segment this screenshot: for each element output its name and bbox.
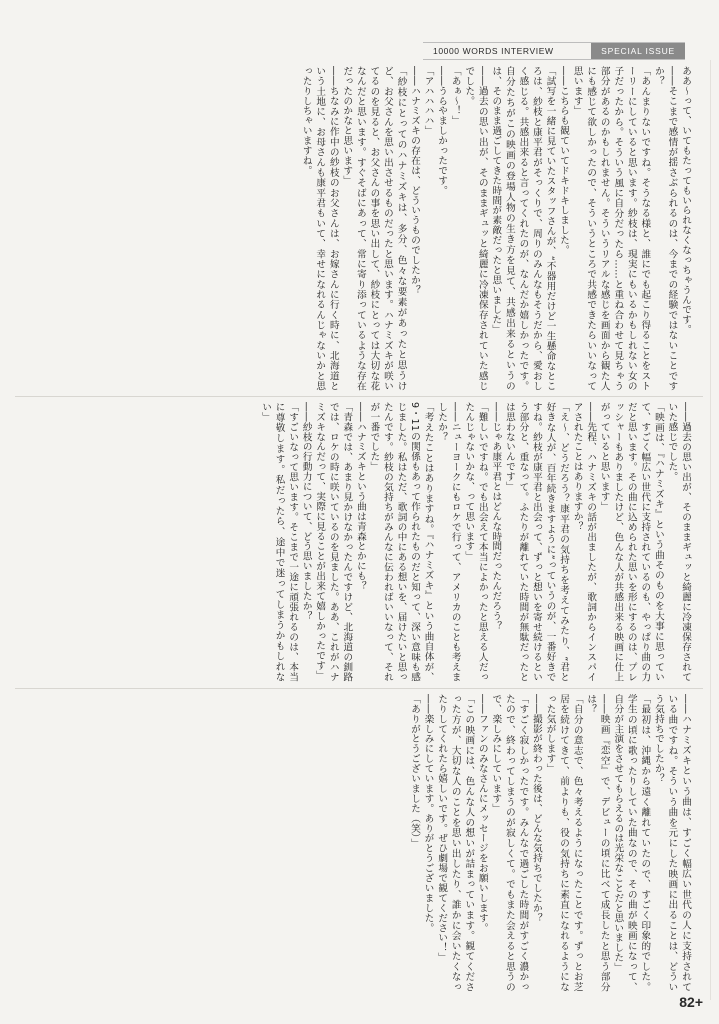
paragraph: ――ハナミズキという曲は青森とかにも？ bbox=[354, 402, 366, 592]
paragraph: 「アハハハハ」 bbox=[422, 66, 434, 136]
paragraph: ――うらやましかったです。 bbox=[436, 66, 448, 196]
text-tier-bottom bbox=[12, 694, 692, 992]
paragraph: ――映画『恋空』で、デビューの頃に比べて成長したと思う部分は？ bbox=[585, 694, 610, 992]
paragraph: 「え～、どうだろう？康平君の気持ちを考えてみたり、“君と好きな人が、百年続きますように”っていうのが、一番好きですね。紗枝が康平君と出会って、ずっと想いを寄せ続けるという部分と、重なって。ふたりが離れていた時間が無駄だったとは思わないんです」 bbox=[503, 402, 570, 682]
special-issue-badge: SPECIAL ISSUE bbox=[591, 43, 685, 59]
margin-rule bbox=[710, 60, 711, 1000]
paragraph: ――紗枝の行動力について、どう思いましたか？ bbox=[300, 402, 312, 621]
paragraph: 「あぁ～！」 bbox=[449, 66, 461, 126]
paragraph: ――ハナミズキの存在は、どういうものでしたか？ bbox=[409, 66, 421, 295]
paragraph: 「すごいなって思います。そこまで一途に頑張れるのは、本当に尊敬します。私だったら、途中で迷ってしまうかもしれない」 bbox=[260, 402, 299, 682]
paragraph: ――撮影が終わった後は、どんな気持ちでしたか？ bbox=[530, 694, 542, 923]
paragraph: ――こちらも観ていてドキドキしました。 bbox=[558, 66, 570, 256]
text-tier-top bbox=[12, 66, 692, 391]
tier-divider bbox=[15, 396, 703, 397]
page-header bbox=[423, 42, 685, 60]
interview-series-label: 10000 WORDS INTERVIEW bbox=[433, 46, 554, 56]
paragraph: ――そこまで感情が揺さぶられるのは、今までの経験ではないことですか？ bbox=[652, 66, 678, 391]
paragraph: ああ～って、いてもたってもいられなくなっちゃうんです。 bbox=[680, 66, 691, 335]
paragraph: 「映画は、『ハナミズキ』という曲そのものを大事に思っていて、すごく幅広い世代に支持されているのも、やっぱり曲の力だと思います。その曲に込められた思いを形にするのは、プレッシャーもありましたけど、色んな人が共感出来る映画に仕上がっていると思います」 bbox=[598, 402, 664, 682]
paragraph: 「難しいですね。でも出会えて本当によかったと思える人だったんじゃないかな、って思います」 bbox=[463, 402, 488, 682]
paragraph: 「ありがとうございました（笑）」 bbox=[409, 694, 421, 849]
paragraph: ――ちなみに作中の紗枝のお父さんは、お嫁さんに行く時に、北海道という土地に、お母さんも康平君もいて、幸せになれるんじゃないかと思ったりしちゃいますね。 bbox=[300, 66, 339, 391]
paragraph: 「すごく寂しかったです。みんなで過ごした時間がすごく濃かったので、終わってしまうのが寂しくて。でもまた会えると思うので、楽しみにしています」 bbox=[490, 694, 529, 992]
paragraph: ――先程、ハナミズキの話が出ましたが、歌詞からインスパイアされたことはありますか？ bbox=[571, 402, 597, 682]
paragraph: ――ニューヨークにもロケで行って、アメリカのことも考えましたか？ bbox=[436, 402, 461, 682]
paragraph: 「考えたことはありますね。『ハナミズキ』という曲自体が、9・11の関係もあって作られたものだと知って、深い意味も感じました。私はただ、歌詞の中にある想いを、届けたいと思ったんです。紗枝の気持ちがみんなに伝わればいいなって、それが一番でした」 bbox=[368, 402, 434, 682]
paragraph: ――ファンのみなさんにメッセージをお願いします。 bbox=[476, 694, 488, 933]
paragraph: ――楽しみにしています。ありがとうございました。 bbox=[422, 694, 434, 933]
paragraph: ――過去の思い出が、そのままギュッと綺麗に冷凍保存されていた感じでした。 bbox=[666, 402, 691, 682]
paragraph: ――じゃあ康平君とはどんな時間だったんだろう？ bbox=[490, 402, 502, 631]
paragraph: 「この映画には、色んな人の想いが詰まっています。観てくださった方が、大切な人のことを思い出したり、誰かに会いたくなったりしてくれたら嬉しいです。ぜひ劇場で観てください！」 bbox=[436, 694, 475, 992]
page-number: 82+ bbox=[679, 994, 703, 1010]
text-tier-middle bbox=[12, 402, 692, 682]
tier-divider bbox=[15, 688, 703, 689]
paragraph: ――過去の思い出が、そのままギュッと綺麗に冷凍保存されていた感じでした。 bbox=[463, 66, 488, 391]
paragraph: 「自分の意志で、色々考えるようになったことです。ずっとお芝居を続けてきて、前よりも、役の気持ちに素直になれるようになった気がします」 bbox=[544, 694, 583, 992]
paragraph: 「あんまりないですね。そうなる様と、誰にでも起こり得ることをストーリーにしていると思います。紗枝は、現実にもいるかもしれない女の子だったから。そういう風に自分だったら……と重ね合わせて見ちゃう部分があるのかもしれません。そういうリアルな感じを画面から観た人にも感じて欲しかったので、そういうところで共感できたらいいなって思います」 bbox=[571, 66, 651, 391]
paragraph: ――ハナミズキという曲は、すごく幅広い世代の人に支持されている曲ですね。そういう曲を元にした映画に出ることは、どういう気持ちでしたか？ bbox=[652, 694, 691, 992]
paragraph: 「紗枝にとってのハナミズキは、多分、色々な要素があったと思うけど、お父さんを思い出させるものだったと思います。ハナミズキが咲いてるのを見ると、お父さんの事を思い出して、紗枝にとっては大切な花なんだと思います。すぐそばにあって、常に寄り添っているような存在だったのかなと思います」 bbox=[341, 66, 407, 391]
paragraph: 「最初は、沖縄から遠く離れていたので、すごく印象的でした。学生の頃に歌ったりしていた曲なので、その曲が映画になって、自分が主演をさせてもらえるのは光栄なことだと思いました」 bbox=[612, 694, 651, 992]
paragraph: 「青森では、あまり見かけなかったんですけど、北海道の釧路では、ロケの時に咲いているのを見ました。ああ、これがハナミズキなんだって、実際に見ることが出来て嬉しかったです」 bbox=[314, 402, 353, 682]
paragraph: 「試写を一緒に見ていたスタッフさんが、“不器用だけど一生懸命なところは、紗枝と康平君がそっくりで、周りのみんなもそうだから、愛おしく感じる。共感出来ると言ってくれたのが、なんだか嬉しかったです。自分たちがこの映画の登場人物の生き方を見て、共感出来るというのは、そのまま過ごしてきた時間が素敵だったと思いました」 bbox=[490, 66, 556, 391]
